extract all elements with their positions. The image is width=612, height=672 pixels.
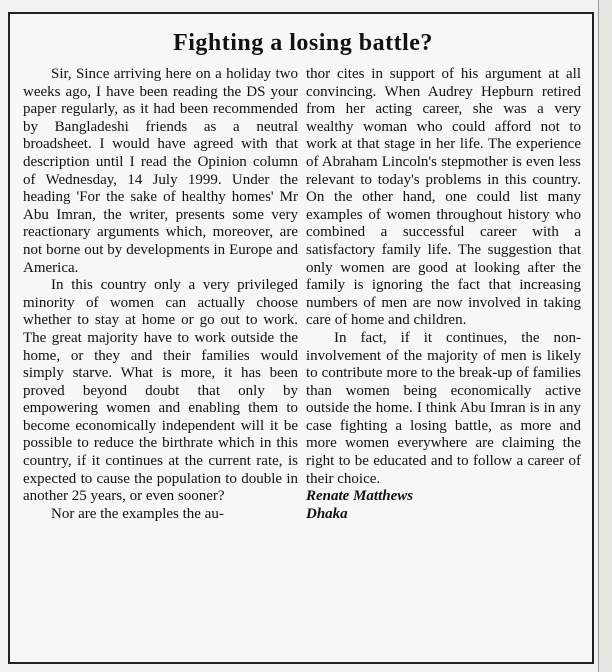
left-column	[23, 66, 298, 660]
letter-title: Fighting a losing battle?	[173, 30, 433, 56]
signature-place: Dhaka	[306, 505, 348, 522]
paragraph-4: In fact, if it continues, the non-involvement of the majority of men is likely to contribute more to the break-up of families than women being economically active outside the home. I think Abu Imran is in any case fighting a losing battle, as more and more women everywhere are claiming the right to be educated and to follow a career of their choice.	[306, 329, 581, 487]
paragraph-3-start: Nor are the examples the au-	[51, 505, 224, 522]
letter-box	[8, 12, 594, 664]
paragraph-3-continued: thor cites in support of his argument at all convincing. When Audrey Hepburn retired from her acting career, she was a very wealthy woman who could afford not to work at that stage in her life. The experience of Abraham Lincoln's stepmother is even less relevant to today's problems in this country. On the other hand, one could list many examples of women throughout history who combined a successful career with a satisfactory family life. The suggestion that only women are good at looking after the family is ignoring the fact that increasing numbers of men are now involved in taking care of home and children.	[306, 66, 581, 329]
right-column	[306, 66, 581, 660]
paragraph-1: Sir, Since arriving here on a holiday two weeks ago, I have been reading the DS your paper regularly, as it had been recommended by Bangladeshi friends as a neutral broadsheet. I would have agreed with that description until I read the Opinion column of Wednesday, 14 July 1999. Under the heading 'For the sake of healthy homes' Mr Abu Imran, the writer, presents some very reactionary arguments which, moreover, are not borne out by developments in Europe and America.	[23, 66, 298, 276]
paragraph-2: In this country only a very privileged minority of women can actually choose whether to stay at home or go out to work. The great majority have to work outside the home, or they and their families would simply starve. What is more, it has been proved beyond doubt that only by empowering women and enabling them to become economically independent will it be possible to reduce the birthrate which in this country, if it continues at the current rate, is expected to cause the population to double in another 25 years, or even sooner?	[23, 277, 298, 505]
letter-body	[23, 66, 581, 660]
signature-name: Renate Matthews	[306, 488, 414, 505]
adjacent-column-edge	[598, 0, 612, 672]
